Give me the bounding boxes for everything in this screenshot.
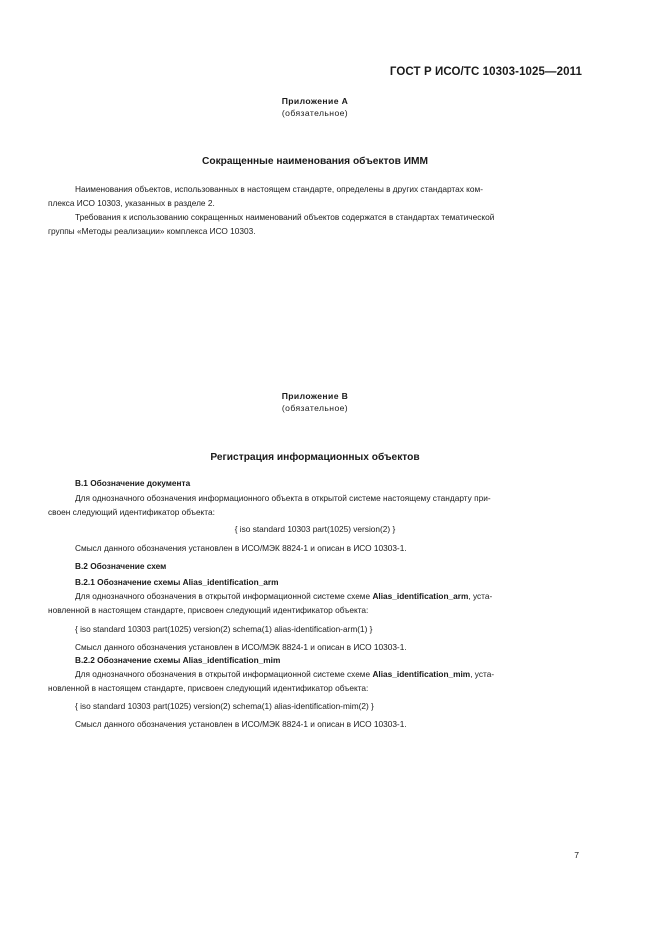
section-b1-para-line2: своен следующий идентификатор объекта:	[48, 507, 215, 517]
annex-a-label: Приложение А	[281, 96, 349, 106]
annex-b-header	[0, 390, 630, 414]
annex-a-status: (обязательное)	[281, 108, 349, 118]
section-b21-heading: В.2.1 Обозначение схемы Alias_identification_arm	[75, 577, 279, 587]
b21-schema-name: Alias_identification_arm	[372, 591, 469, 601]
annex-b-title: Регистрация информационных объектов	[210, 452, 420, 463]
section-b1-para-line1: Для однозначного обозначения информационного объекта в открытой системе настоящему стандарту при-	[75, 493, 491, 503]
annex-a-para2-line2: группы «Методы реализации» комплекса ИСО 10303.	[48, 226, 256, 236]
page-number: 7	[574, 850, 579, 860]
b21-para-text-b: , уста-	[468, 591, 493, 601]
annex-a-header	[0, 95, 630, 119]
section-b22-heading: В.2.2 Обозначение схемы Alias_identification_mim	[75, 655, 281, 665]
annex-a-para1-line1: Наименования объектов, использованных в настоящем стандарте, определены в других стандартах ком-	[75, 184, 483, 194]
b22-schema-name: Alias_identification_mim	[372, 669, 471, 679]
section-b22-para-line1	[75, 667, 583, 681]
section-b22-para-line2: новленной в настоящем стандарте, присвоен следующий идентификатор объекта:	[48, 683, 369, 693]
b22-para-text-b: , уста-	[470, 669, 495, 679]
annex-a-para1-line2: плекса ИСО 10303, указанных в разделе 2.	[48, 198, 215, 208]
section-b21-para-line1	[75, 589, 583, 603]
section-b22-identifier: { iso standard 10303 part(1025) version(2) schema(1) alias-identification-mim(2) }	[75, 701, 374, 711]
section-b21-identifier: { iso standard 10303 part(1025) version(2) schema(1) alias-identification-arm(1) }	[75, 624, 373, 634]
section-b1-identifier: { iso standard 10303 part(1025) version(2) }	[234, 524, 396, 534]
b21-para-text-a: Для однозначного обозначения в открытой информационной системе схеме	[75, 591, 373, 601]
section-b1-heading: В.1 Обозначение документа	[75, 478, 191, 488]
annex-a-title: Сокращенные наименования объектов ИММ	[201, 156, 428, 167]
standard-code: ГОСТ Р ИСО/ТС 10303-1025—2011	[389, 66, 582, 78]
annex-a-para2-line1: Требования к использованию сокращенных наименований объектов содержатся в стандартах тематической	[75, 212, 495, 222]
section-b21-note: Смысл данного обозначения установлен в ИСО/МЭК 8824-1 и описан в ИСО 10303-1.	[75, 642, 407, 652]
section-b22-note: Смысл данного обозначения установлен в ИСО/МЭК 8824-1 и описан в ИСО 10303-1.	[75, 719, 407, 729]
annex-b-label: Приложение В	[281, 391, 349, 401]
b22-para-text-a: Для однозначного обозначения в открытой информационной системе схеме	[75, 669, 373, 679]
section-b2-heading: В.2 Обозначение схем	[75, 561, 167, 571]
section-b21-para-line2: новленной в настоящем стандарте, присвоен следующий идентификатор объекта:	[48, 605, 369, 615]
section-b1-note: Смысл данного обозначения установлен в ИСО/МЭК 8824-1 и описан в ИСО 10303-1.	[75, 543, 407, 553]
annex-b-status: (обязательное)	[281, 403, 349, 413]
